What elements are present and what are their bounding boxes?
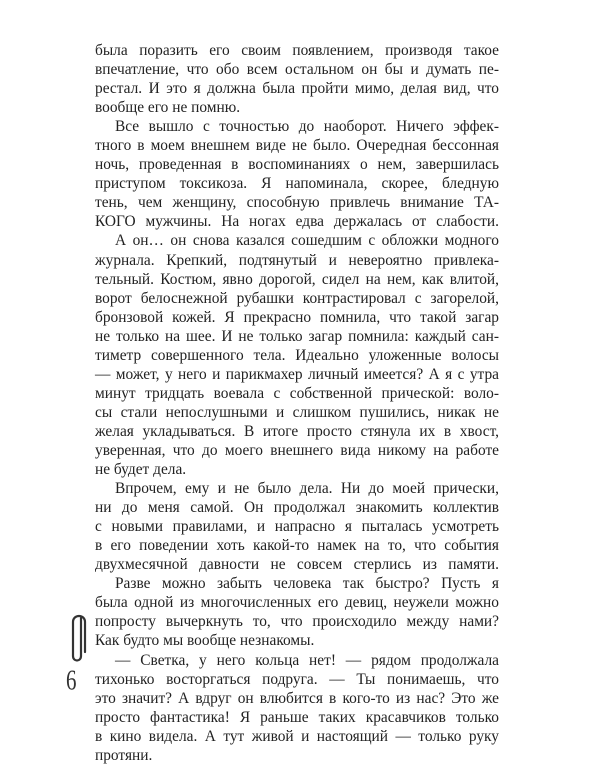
text-line: желая укладываться. В итоге просто стянула их в хвост, — [95, 422, 499, 440]
text-line: Как будто мы вообще незнакомы. — [95, 632, 315, 650]
text-line: сы стали непослушными и слишком пушились, никак не — [95, 403, 499, 421]
text-line: тень, чем женщину, способную привлечь внимание ТА- — [95, 194, 499, 212]
text-line: Разве можно забыть человека так быстро? Пусть я — [115, 575, 499, 593]
text-line: Впрочем, ему и не было дела. Ни до моей прически, — [115, 480, 499, 498]
text-line: протяни. — [95, 746, 153, 764]
text-line: А он… он снова казался сошедшим с обложки модного — [115, 232, 499, 250]
text-line: тельный. Костюм, явно дорогой, сидел на нем, как влитой, — [95, 270, 499, 288]
text-line: — может, у него и парикмахер личный имеется? А я с утра — [95, 365, 499, 383]
text-line: тихонько восторгаться подруга. — Ты понимаешь, что — [95, 670, 499, 688]
text-line: попросту вычеркнуть то, что происходило между нами? — [95, 613, 499, 631]
text-line: впечатление, что обо всем остальном он бы и думать пе- — [95, 61, 499, 79]
paperclip-icon — [64, 612, 90, 668]
text-line: ночь, проведенная в воспоминаниях о нем, завершилась — [95, 156, 499, 174]
text-line: минут тридцать воевала с собственной прической: воло- — [95, 384, 499, 402]
text-line: уверенная, что до моего внешнего вида никому на работе — [95, 441, 499, 459]
text-line: тного в моем внешнем виде не было. Очередная бессонная — [95, 137, 499, 155]
text-line: была одной из многочисленных его девиц, неужели можно — [95, 594, 499, 612]
text-line: КОГО мужчины. На ногах едва держалась от слабости. — [95, 213, 499, 231]
text-line: в его поведении хоть какой-то намек на то, что события — [95, 537, 499, 555]
text-line: вообще его не помню. — [95, 99, 241, 117]
text-line: приступом токсикоза. Я напоминала, скорее, бледную — [95, 175, 499, 193]
text-line: бронзовой кожей. Я прекрасно помнила, что такой загар — [95, 308, 499, 326]
text-line: в кино видела. А тут живой и настоящий — только руку — [95, 727, 499, 745]
text-line: двухмесячной давности не совсем стерлись из памяти. — [95, 556, 499, 574]
text-line: — Светка, у него кольца нет! — рядом продолжала — [115, 651, 499, 669]
text-line: ни до меня самой. Он продолжал знакомить коллектив — [95, 499, 499, 517]
text-line: журнала. Крепкий, подтянутый и невероятно привлека- — [95, 251, 499, 269]
text-line: Все вышло с точностью до наоборот. Ничего эффек- — [115, 118, 499, 136]
text-line: это значит? А вдруг он влюбится в кого-то из нас? Это же — [95, 689, 499, 707]
text-line: не только на шее. И не только загар помнила: каждый сан- — [95, 327, 499, 345]
body-text — [95, 41, 499, 765]
text-line: тиметр совершенного тела. Идеально уложенные волосы — [95, 346, 499, 364]
text-line: ворот белоснежной рубашки контрастировал с загорелой, — [95, 289, 499, 307]
text-line: не будет дела. — [95, 461, 187, 479]
page-number: 6 — [66, 664, 77, 697]
text-line: была поразить его своим появлением, производя такое — [95, 42, 499, 59]
text-line: просто фантастика! Я раньше таких красавчиков только — [95, 708, 499, 726]
text-line: рестал. И это я должна была пройти мимо, делая вид, что — [95, 80, 499, 98]
text-line: с новыми правилами, и напрасно я пыталась усмотреть — [95, 518, 499, 536]
